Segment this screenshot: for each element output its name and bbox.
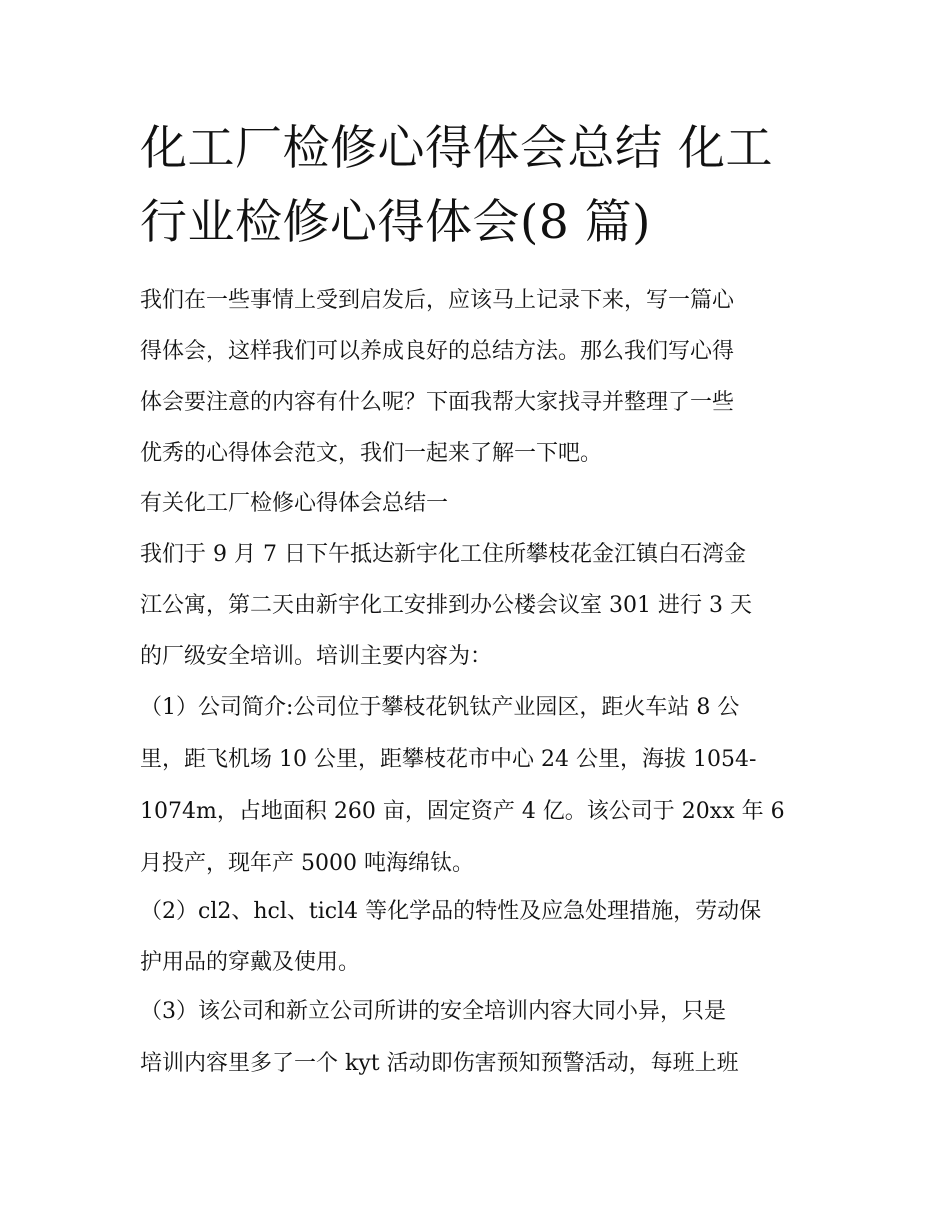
text-line: 体会要注意的内容有什么呢？下面我帮大家找寻并整理了一些 (140, 390, 735, 415)
list-item-3 (140, 986, 820, 1090)
text-line: 护用品的穿戴及使用。 (140, 950, 361, 975)
paragraph-1 (140, 529, 820, 682)
title-line: 化工厂检修心得体会总结 化工 (140, 121, 773, 176)
page-title (140, 112, 820, 260)
text-line: 的厂级安全培训。培训主要内容为： (140, 644, 493, 669)
text-line: 1074m，占地面积 260 亩，固定资产 4 亿。该公司于 20xx 年 6 (140, 799, 785, 824)
text-line: 江公寓，第二天由新宇化工安排到办公楼会议室 301 进行 3 天 (140, 593, 752, 618)
text-line: 我们在一些事情上受到启发后，应该马上记录下来，写一篇心 (140, 288, 735, 313)
section-heading (140, 478, 820, 529)
text-line: 得体会，这样我们可以养成良好的总结方法。那么我们写心得 (140, 339, 735, 364)
text-line: （3）该公司和新立公司所讲的安全培训内容大同小异，只是 (140, 999, 726, 1024)
title-line: 行业检修心得体会(8 篇) (140, 195, 652, 250)
text-line: （1）公司简介:公司位于攀枝花钒钛产业园区，距火车站 8 公 (140, 695, 740, 720)
text-line: 优秀的心得体会范文，我们一起来了解一下吧。 (140, 441, 603, 466)
list-item-1 (140, 682, 820, 890)
text-line: 我们于 9 月 7 日下午抵达新宇化工住所攀枝花金江镇白石湾金 (140, 542, 746, 567)
list-item-2 (140, 886, 820, 988)
text-line: 里，距飞机场 10 公里，距攀枝花市中心 24 公里，海拔 1054- (140, 747, 757, 772)
text-line: 有关化工厂检修心得体会总结一 (140, 491, 449, 516)
intro-paragraph (140, 275, 820, 479)
text-line: 培训内容里多了一个 kyt 活动即伤害预知预警活动，每班上班 (140, 1051, 739, 1076)
text-line: （2）cl2、hcl、ticl4 等化学品的特性及应急处理措施，劳动保 (140, 899, 762, 924)
text-line: 月投产，现年产 5000 吨海绵钛。 (140, 851, 474, 876)
